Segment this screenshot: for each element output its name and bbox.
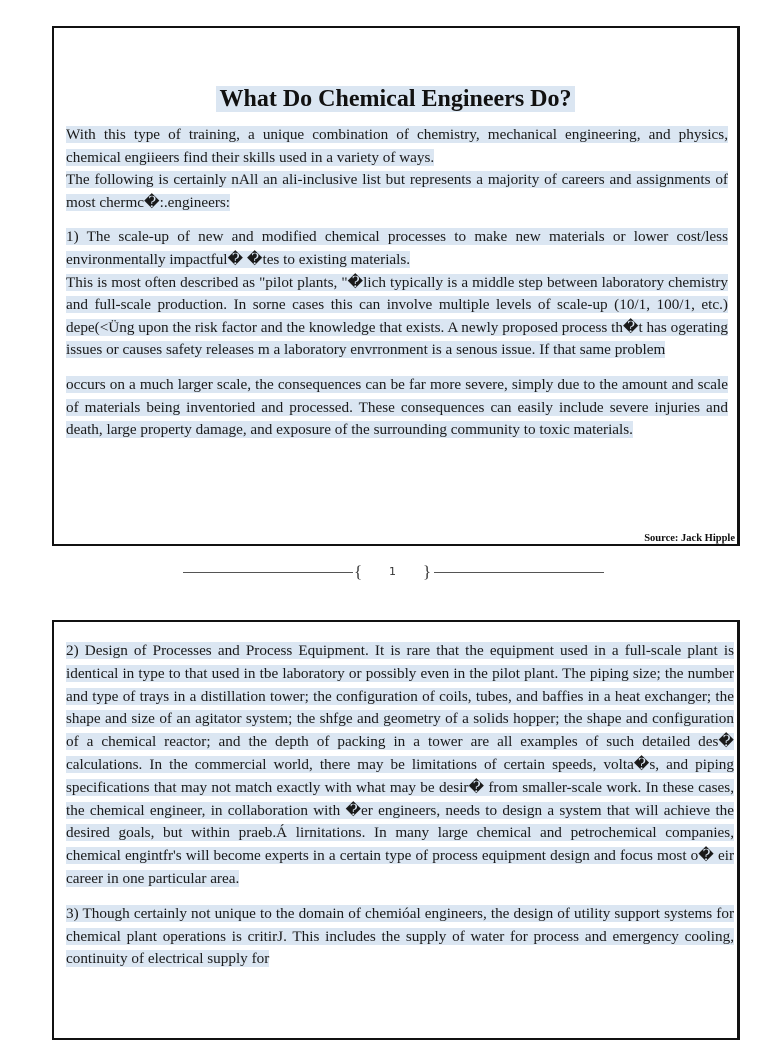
item-1-body: This is most often described as "pilot plants, "�lich typically is a middle step between laboratory chemistry and full-scale production. In sorne cases this can involve multiple levels of scale-up (10/1, 100/1, etc.) depe(<Üng upon the risk factor and the knowledge that exists. A newly proposed process th�t has ogerating issues or causes safety releases m a laboratory envrronment is a senous issue. If that same problem <box>66 273 728 359</box>
document-page-1 <box>52 26 740 546</box>
divider-brace-right: } <box>423 562 432 581</box>
page-2-body <box>66 640 734 971</box>
page-1-body <box>66 124 728 442</box>
item-3-paragraph: 3) Though certainly not unique to the domain of chemióal engineers, the design of utility support systems for chemical plant operations is critirJ. This includes the supply of water for process and emergency cooling, continuity of electrical supply for <box>66 904 734 968</box>
item-1-continued: occurs on a much larger scale, the consequences can be far more severe, simply due to the amount and scale of materials being inventoried and processed. These consequences can easily include severe injuries and death, large property damage, and exposure of the surrounding community to toxic materials. <box>66 375 728 439</box>
intro-paragraph-2: The following is certainly nAll an ali-inclusive list but represents a majority of careers and assignments of most chermc�:.engineers: <box>66 171 728 211</box>
divider-line-right <box>434 572 604 573</box>
document-page-2 <box>52 620 740 1040</box>
page-title: What Do Chemical Engineers Do? <box>54 84 737 114</box>
item-2-paragraph: 2) Design of Processes and Process Equipment. It is rare that the equipment used in a full-scale plant is identical in type to that used in tbe laboratory or possibly even in the pilot plant. The piping size; the number and type of trays in a distillation tower; the configuration of coils, tubes, and baffies in a heat exchanger; the shape and size of an agitator system; the shfge and geometry of a solids hopper; the shape and configuration of a chemical reactor; and the depth of packing in a tower are all examples of such detailed des� calculations. In the commercial world, there may be limitations of certain speeds, volta�s, and piping specifications that may not match exactly with what may be desir� from smaller-scale work. In these cases, the chemical engineer, in collaboration with �er engineers, needs to design a system that will achieve the desired goals, but within praeb.Á lirnitations. In many large chemical and petrochemical companies, chemical engintfr's will become experts in a certain type of process equipment design and focus most o� eir career in one particular area. <box>66 642 734 887</box>
source-credit: Source: Jack Hipple <box>644 533 735 544</box>
item-1-lead: 1) The scale-up of new and modified chemical processes to make new materials or lower cost/less environmentally impactful� �tes to existing materials. <box>66 228 728 268</box>
intro-paragraph-1: With this type of training, a unique combination of chemistry, mechanical engineering, and physics, chemical engiieers find their skills used in a variety of ways. <box>66 126 728 166</box>
divider-line-left <box>183 572 353 573</box>
page-number: 1 <box>389 565 396 578</box>
divider-brace-left: { <box>354 562 363 581</box>
page-divider <box>0 562 768 582</box>
